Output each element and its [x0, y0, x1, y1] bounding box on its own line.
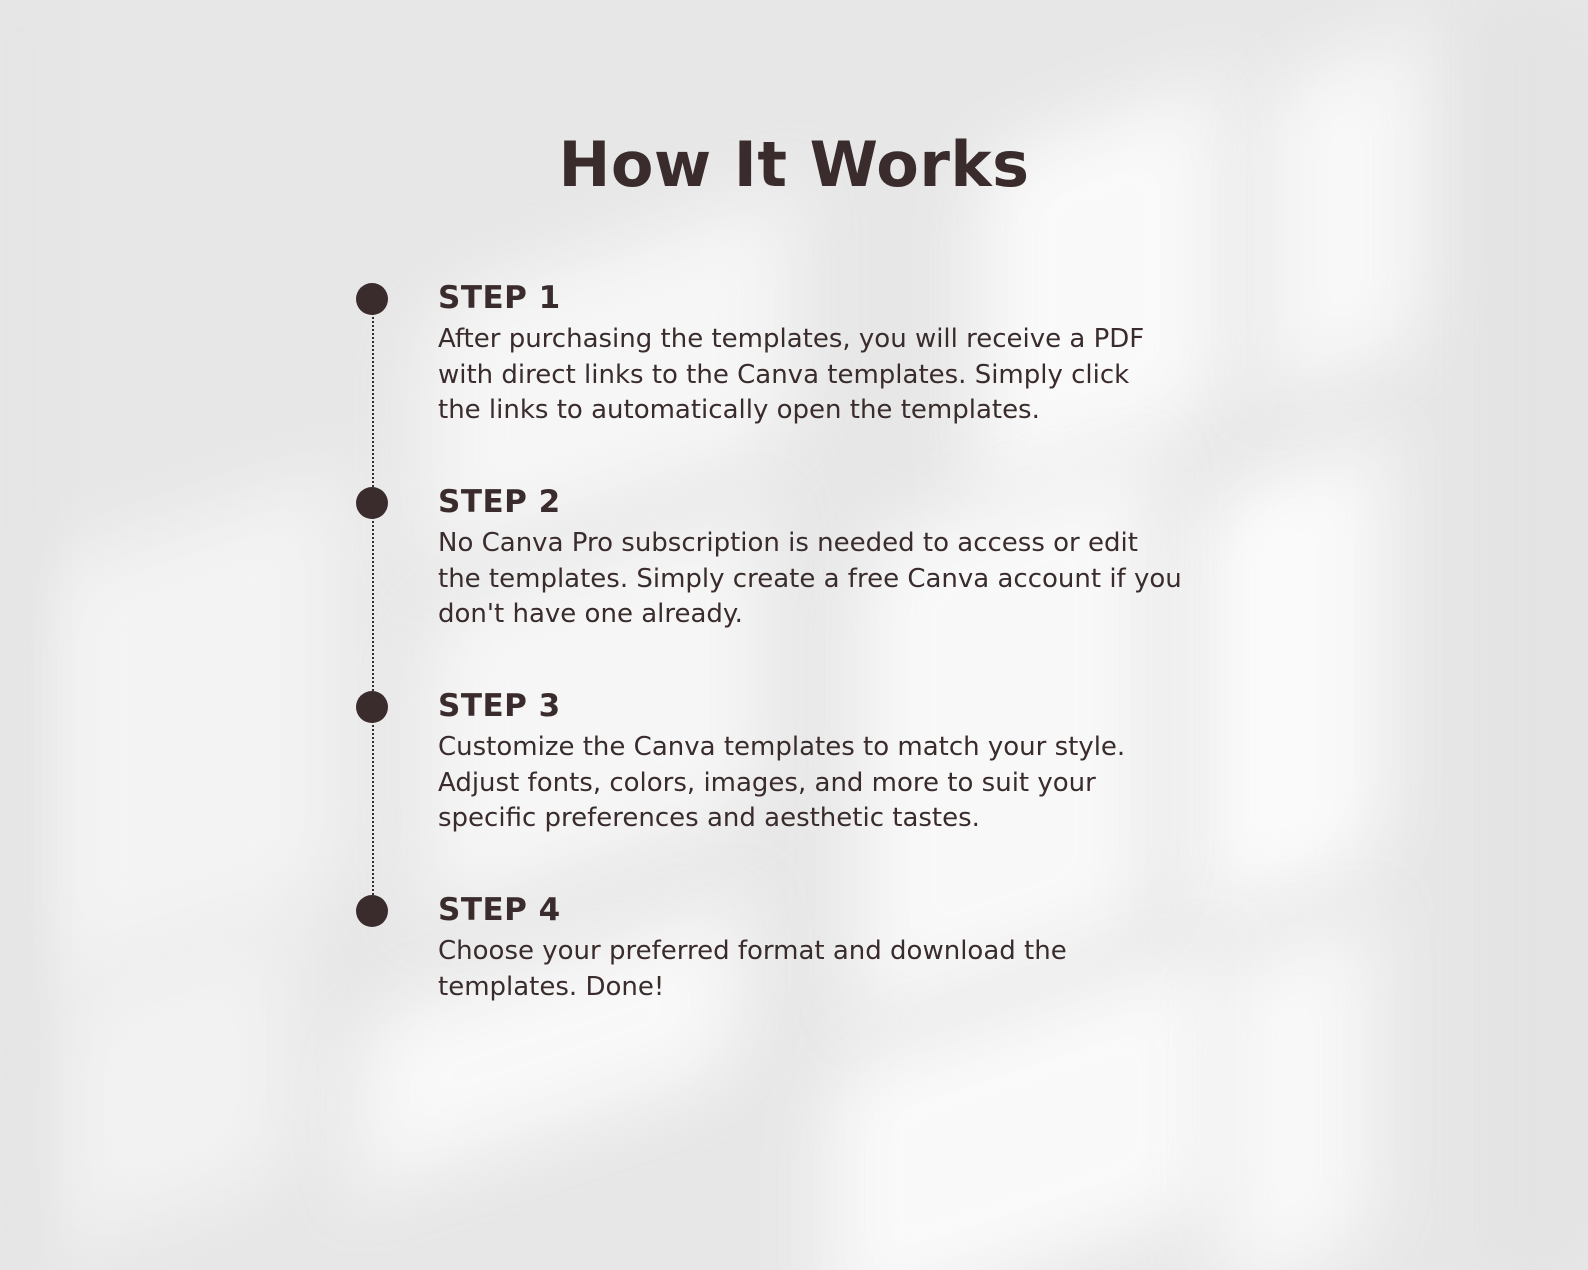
step-1-label: STEP 1: [438, 280, 561, 316]
step-3: [438, 686, 1258, 837]
step-3-text: Customize the Canva templates to match your style. Adjust fonts, colors, images, and more to suit your specific preferences and aesthetic tastes.: [438, 732, 1126, 833]
step-1-text: After purchasing the templates, you will receive a PDF with direct links to the Canva templates. Simply click the links to automatically open the templates.: [438, 324, 1145, 425]
step-3-label: STEP 3: [438, 688, 561, 724]
step-2-dot-icon: [356, 487, 388, 519]
step-1: [438, 278, 1258, 429]
step-2-text: No Canva Pro subscription is needed to access or edit the templates. Simply create a free Canva account if you don't have one already.: [438, 528, 1182, 629]
timeline-dotted-line: [372, 302, 374, 914]
step-2-label: STEP 2: [438, 484, 561, 520]
light-patch: [1270, 36, 1420, 395]
light-patch: [40, 471, 340, 988]
page-title: How It Works: [558, 128, 1030, 201]
step-4-text: Choose your preferred format and download the templates. Done!: [438, 936, 1067, 1002]
step-2: [438, 482, 1258, 633]
step-4-dot-icon: [356, 895, 388, 927]
step-3-dot-icon: [356, 691, 388, 723]
step-4-label: STEP 4: [438, 892, 561, 928]
step-1-dot-icon: [356, 283, 388, 315]
light-patch: [60, 923, 290, 1248]
step-4: [438, 890, 1258, 1005]
